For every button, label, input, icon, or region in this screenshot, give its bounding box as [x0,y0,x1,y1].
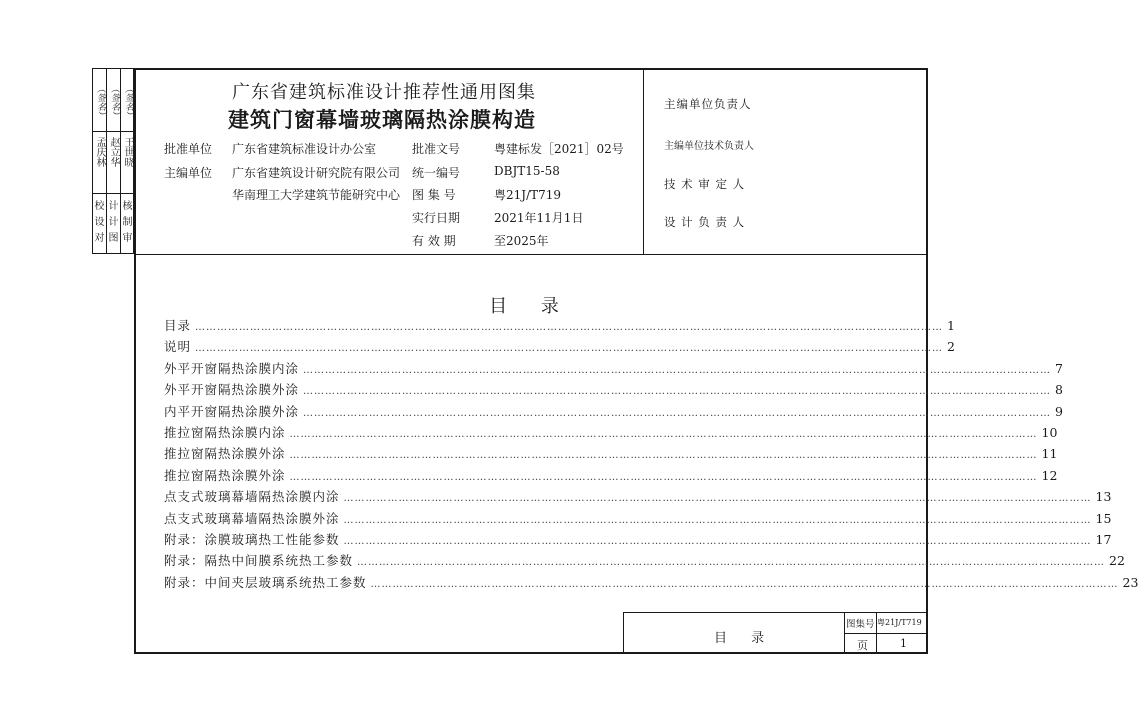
toc-item[interactable] [164,487,1112,508]
toc-item[interactable] [164,337,955,358]
toc-item[interactable] [164,444,1058,465]
name-3: 王世晓 [122,137,133,167]
toc-item-page: 12 [1041,467,1058,483]
toc-item-label: 外平开窗隔热涂膜内涂 [164,360,300,376]
toc-leader-dots: …………………………………………………………………………………………………………………………………………………………………………………… [343,535,1092,547]
toc-leader-dots: …………………………………………………………………………………………………………………………………………………………………………………… [195,322,944,333]
toc-leader-dots: …………………………………………………………………………………………………………………………………………………………………………………… [303,407,1052,419]
toc-item-page: 15 [1095,510,1112,526]
toc-item[interactable] [164,530,1112,551]
main-title: 建筑门窗幕墙玻璃隔热涂膜构造 [228,108,536,132]
signature-strip [92,68,134,254]
toc-item[interactable] [164,359,1063,380]
validity-label: 有 效 期 [412,234,456,248]
approval-unit-value: 广东省建筑标准设计办公室 [232,142,377,156]
toc-item[interactable] [164,316,955,337]
toc-leader-dots: …………………………………………………………………………………………………………………………………………………………………………………… [289,471,1038,483]
toc-item-label: 点支式玻璃幕墙隔热涂膜外涂 [164,510,340,526]
strip-role-col-1: 校 设 对 [94,201,105,244]
toc-leader-dots: …………………………………………………………………………………………………………………………………………………………………………………… [343,514,1092,526]
chief-unit-tech-head: 主编单位技术负责人 [664,141,754,152]
toc-item[interactable] [164,423,1058,444]
toc-item-page: 17 [1095,531,1112,547]
toc-item-page: 7 [1055,360,1063,376]
toc-leader-dots: …………………………………………………………………………………………………………………………………………………………………………………… [289,428,1038,440]
toc-item-label: 推拉窗隔热涂膜外涂 [164,446,286,462]
toc-item-page: 8 [1055,382,1063,398]
toc-item-page: 1 [947,318,955,333]
approval-doc-value: 粤建标发［2021］02号 [494,142,624,156]
toc-item-label: 点支式玻璃幕墙隔热涂膜内涂 [164,489,340,505]
effective-date-value: 2021年11月1日 [494,211,584,225]
validity-value: 至2025年 [494,234,549,248]
tech-reviewer: 技 术 审 定 人 [664,177,746,191]
atlas-no-label: 图 集 号 [412,188,456,202]
toc-item-label: 内平开窗隔热涂膜外涂 [164,403,300,419]
toc-leader-dots: …………………………………………………………………………………………………………………………………………………………………………………… [343,493,1092,505]
toc-item-label: 说明 [164,339,192,355]
toc-item-page: 22 [1109,553,1125,569]
toc-leader-dots: …………………………………………………………………………………………………………………………………………………………………………………… [303,364,1052,376]
toc-item-page: 2 [947,339,955,355]
toc-item-label: 目录 [164,318,192,333]
toc-item-label: 附录：隔热中间膜系统热工参数 [164,553,354,569]
toc-item[interactable] [164,551,1125,572]
chief-unit-head: 主编单位负责人 [664,97,752,111]
strip-col-1 [93,69,106,167]
toc-item-label: 外平开窗隔热涂膜外涂 [164,382,300,398]
toc-item-label: 附录：涂膜玻璃热工性能参数 [164,531,340,547]
editor-unit-value-1: 广东省建筑设计研究院有限公司 [232,166,401,180]
design-head: 设 计 负 责 人 [664,215,746,229]
name-2: 赵立华 [108,137,119,167]
toc-item[interactable] [164,466,1058,487]
header-divider [134,254,928,255]
title-block-page-label: 页 [857,639,868,652]
toc-item[interactable] [164,380,1063,401]
atlas-no-value: 粤21J/T719 [494,188,562,202]
series-title: 广东省建筑标准设计推荐性通用图集 [232,82,536,103]
toc-leader-dots: …………………………………………………………………………………………………………………………………………………………………………………… [370,578,1119,590]
toc-item-label: 推拉窗隔热涂膜内涂 [164,424,286,440]
approval-doc-label: 批准文号 [412,142,461,156]
toc-item-label: 推拉窗隔热涂膜外涂 [164,467,286,483]
effective-date-label: 实行日期 [412,211,461,225]
toc-item-page: 10 [1041,424,1058,440]
toc-item-page: 11 [1041,446,1058,462]
unified-no-value: DBJT15-58 [494,164,560,178]
signature-3: （签名） [123,84,133,120]
signature-1: （签名） [95,84,105,120]
editor-unit-label: 主编单位 [164,166,213,180]
strip-role-col-2: 计 计 图 [108,201,119,244]
toc-item[interactable] [164,402,1063,423]
title-block-page-value: 1 [900,637,907,650]
toc-item[interactable] [164,509,1112,530]
title-block-left [623,612,624,654]
strip-col-3 [121,69,134,167]
strip-col-2 [107,69,120,167]
approval-unit-label: 批准单位 [164,142,213,156]
toc-item-page: 9 [1055,403,1063,419]
toc-leader-dots: …………………………………………………………………………………………………………………………………………………………………………………… [289,450,1038,462]
title-block-mid [844,633,928,634]
toc-leader-dots: …………………………………………………………………………………………………………………………………………………………………………………… [303,386,1052,398]
signature-2: （签名） [109,84,119,120]
strip-role-col-3: 核 制 审 [122,201,133,244]
title-block-top [623,612,928,613]
name-1: 孟庆林 [94,137,105,167]
sheet-name: 目 录 [714,631,775,646]
title-block-atlas-label: 图集号 [846,619,875,630]
toc-item-label: 附录：中间夹层玻璃系统热工参数 [164,574,367,590]
title-block-atlas-value: 粤21J/T719 [877,618,922,627]
toc-item-page: 13 [1095,489,1112,505]
toc-leader-dots: …………………………………………………………………………………………………………………………………………………………………………………… [357,557,1106,569]
toc-list [164,316,1138,594]
toc-leader-dots: …………………………………………………………………………………………………………………………………………………………………………………… [195,343,944,355]
toc-item-page: 23 [1122,574,1138,590]
toc-item[interactable] [164,573,1138,594]
toc-title: 目 录 [489,296,573,317]
header-column-divider [643,68,644,254]
unified-no-label: 统一编号 [412,166,461,180]
editor-unit-value-2: 华南理工大学建筑节能研究中心 [232,188,401,202]
